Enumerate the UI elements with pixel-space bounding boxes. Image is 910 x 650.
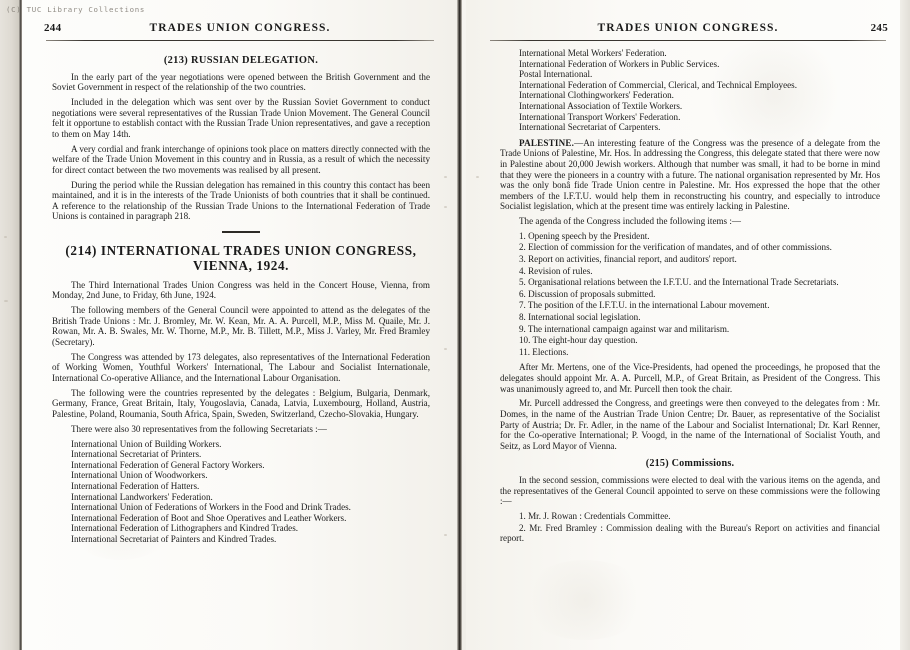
list-item: International Secretariat of Carpenters.	[519, 122, 661, 133]
list-item: 9. The international campaign against war and militarism.	[519, 323, 730, 334]
left-page-folio: 244	[44, 22, 62, 34]
list-item: 10. The eight-hour day question.	[519, 335, 638, 346]
heading-section-214	[52, 243, 430, 274]
right-page	[466, 0, 910, 650]
left-page	[22, 0, 458, 650]
paragraph: Included in the delegation which was sent over by the Russian Soviet Government to conduct negotiations were several representatives of the Russian Trade Union Movement. The General Council felt it opportune to establish contact with the Russian Trade Union representatives, and gave a reception to them on May 14th.	[52, 96, 430, 139]
paragraph: The following members of the General Council were appointed to attend as the delegates of the British Trade Unions : Mr. J. Bromley, Mr. W. Kean, Mr. A. A. Purcell, M.P., Miss M. Quaile, Mr. J. Rowan, Mr. A. B. Swales, Mr. W. Thorne, M.P., Mr. B. Tillett, M.P., Miss J. Varley, Mr. Fred Bramley (Secretary).	[52, 305, 430, 348]
list-item: International Federation of Boot and Shoe Operatives and Leather Workers.	[71, 512, 347, 523]
list-item: 6. Discussion of proposals submitted.	[519, 288, 656, 299]
list-item: 5. Organisational relations between the I.F.T.U. and the International Trade Secretariats.	[519, 277, 839, 288]
list-item: International Federation of Commercial, Clerical, and Technical Employees.	[519, 79, 797, 90]
tuc-library-watermark: (C) TUC Library Collections	[6, 5, 146, 14]
paragraph: The Congress was attended by 173 delegates, also representatives of the International Federation of Working Women, Youthful Workers' International, The Labour and Socialist Internationale, International Co-operative Alliance, and the International Labour Organisation.	[52, 351, 430, 383]
paragraph: There were also 30 representatives from the following Secretariats :—	[71, 423, 327, 434]
paragraph: In the second session, commissions were elected to deal with the various items on the agenda, and the representatives of the General Council appointed to serve on these commissions were the following :—	[500, 474, 880, 507]
list-item: International Secretariat of Painters and Kindred Trades.	[71, 533, 277, 544]
left-page-edge-shadow	[0, 0, 19, 650]
list-item: Postal International.	[519, 69, 593, 80]
scan-speck	[4, 236, 7, 238]
list-item: 2. Mr. Fred Bramley : Commission dealing with the Bureau's Report on activities and financial report.	[500, 522, 880, 544]
paragraph: During the period while the Russian delegation has remained in this country this contact has been maintained, and it is in the interests of the Trade Unionists of both countries that it shall be continued. A reference to the relationship of the Russian Trade Unions to the International Federation of Trade Unions is contained in paragraph 218.	[52, 179, 430, 222]
right-header-rule	[490, 40, 886, 41]
paragraph: A very cordial and frank interchange of opinions took place on matters directly connected with the welfare of the Trade Union Movement in this country and in Russia, as a result of which the necessity for direct contact between the two movements was realised by all present.	[52, 143, 430, 175]
list-item: International Union of Woodworkers.	[71, 470, 208, 481]
palestine-lead-in: PALESTINE.	[519, 137, 575, 148]
list-item: 11. Elections.	[519, 346, 569, 357]
agenda-items-list	[500, 231, 880, 358]
list-item: 1. Opening speech by the President.	[519, 230, 650, 241]
list-item: 7. The position of the I.F.T.U. in the international Labour movement.	[519, 300, 770, 311]
list-item: International Clothingworkers' Federation.	[519, 90, 674, 101]
paragraph: In the early part of the year negotiations were opened between the British Government and the Soviet Government in respect of the relationship of the two countries.	[52, 71, 430, 93]
right-page-folio: 245	[870, 22, 888, 34]
secretariats-list	[52, 439, 430, 545]
list-item: 4. Revision of rules.	[519, 265, 593, 276]
paragraph: Mr. Purcell addressed the Congress, and greetings were then conveyed to the delegates from : Mr. Domes, in the name of the Austrian Trade Union Centre; Dr. Bauer, as representative of the Socialist Party of Austria; Dr. Fr. Adler, in the name of the Labour and Socialist International; Dr. Karl Renner, for the Co-operative International; P. Voogd, in the name of the International of Socialist Youth, and Seitz, as Lord Mayor of Vienna.	[500, 398, 880, 451]
list-item: International Federation of Lithographers and Kindred Trades.	[71, 523, 299, 534]
scan-speck	[4, 300, 8, 302]
list-item: International Federation of Hatters.	[71, 480, 200, 491]
list-item: 1. Mr. J. Rowan : Credentials Committee.	[519, 510, 671, 521]
left-page-header	[44, 22, 436, 42]
heading-section-214-line1: (214) INTERNATIONAL TRADES UNION CONGRESS,	[65, 242, 417, 258]
list-item: International Transport Workers' Federation.	[519, 111, 681, 122]
left-header-rule	[46, 40, 434, 41]
list-item: 3. Report on activities, financial report, and auditors' report.	[519, 254, 737, 265]
list-item: International Union of Building Workers.	[71, 438, 222, 449]
paragraph: The following were the countries represented by the delegates : Belgium, Bulgaria, Denmark, Germany, France, Great Britain, Italy, Yougoslavia, Canada, Latvia, Luxembourg, Holland, Austria, Palestine, Poland, Roumania, South Africa, Spain, Sweden, Switzerland, Czecho-Slovakia, Hungary.	[52, 387, 430, 419]
list-item: International Landworkers' Federation.	[71, 491, 213, 502]
left-column-body	[52, 48, 430, 544]
list-item: International Association of Textile Workers.	[519, 100, 683, 111]
right-column-body	[500, 48, 880, 545]
paragraph: The Third International Trades Union Congress was held in the Concert House, Vienna, from Monday, 2nd June, to Friday, 6th June, 1924.	[52, 279, 430, 301]
list-item: International Metal Workers' Federation.	[519, 48, 667, 58]
palestine-body-text: —An interesting feature of the Congress was the presence of a delegate from the Trade Unions of Palestine, Mr. Hos. In addressing the Congress, this delegate stated that there were now in Palestine about 20,000 Jewish workers. Although that number was small, it had to be borne in mind that they were the pioneers in a country with a future. The national organisation represented by Mr. Hos was the only bonâ fide Trade Union centre in Palestine. Mr. Hos expressed the hope that the other members of the I.F.T.U. would help them in reconstructing his country, and especially to introduce Socialist legislation, which at the present time was entirely lacking in Palestine.	[500, 137, 880, 212]
right-page-header	[488, 22, 888, 42]
heading-section-214-line2: VIENNA, 1924.	[192, 258, 290, 274]
agenda-intro-paragraph: The agenda of the Congress included the following items :—	[519, 216, 741, 227]
left-running-head: TRADES UNION CONGRESS.	[149, 22, 331, 34]
palestine-paragraph	[500, 138, 880, 212]
heading-section-215: (215) Commissions.	[645, 458, 735, 470]
secretariats-continued-list	[500, 48, 880, 133]
section-divider-rule	[222, 231, 260, 233]
paragraph: After Mr. Mertens, one of the Vice-Presidents, had opened the proceedings, he proposed that the delegates should appoint Mr. A. A. Purcell, M.P., of Great Britain, as President of the Congress. This was unanimously agreed to, and Mr. Purcell then took the chair.	[500, 362, 880, 394]
list-item: International Union of Federations of Workers in the Food and Drink Trades.	[71, 502, 351, 513]
heading-section-213: (213) RUSSIAN DELEGATION.	[163, 55, 319, 66]
list-item: 8. International social legislation.	[519, 312, 641, 323]
right-running-head: TRADES UNION CONGRESS.	[597, 22, 779, 34]
list-item: International Secretariat of Printers.	[71, 449, 202, 460]
commissions-items-list	[500, 511, 880, 544]
list-item: 2. Election of commission for the verification of mandates, and of other commissions.	[519, 242, 832, 253]
list-item: International Federation of Workers in Public Services.	[519, 58, 720, 69]
list-item: International Federation of General Factory Workers.	[71, 459, 265, 470]
